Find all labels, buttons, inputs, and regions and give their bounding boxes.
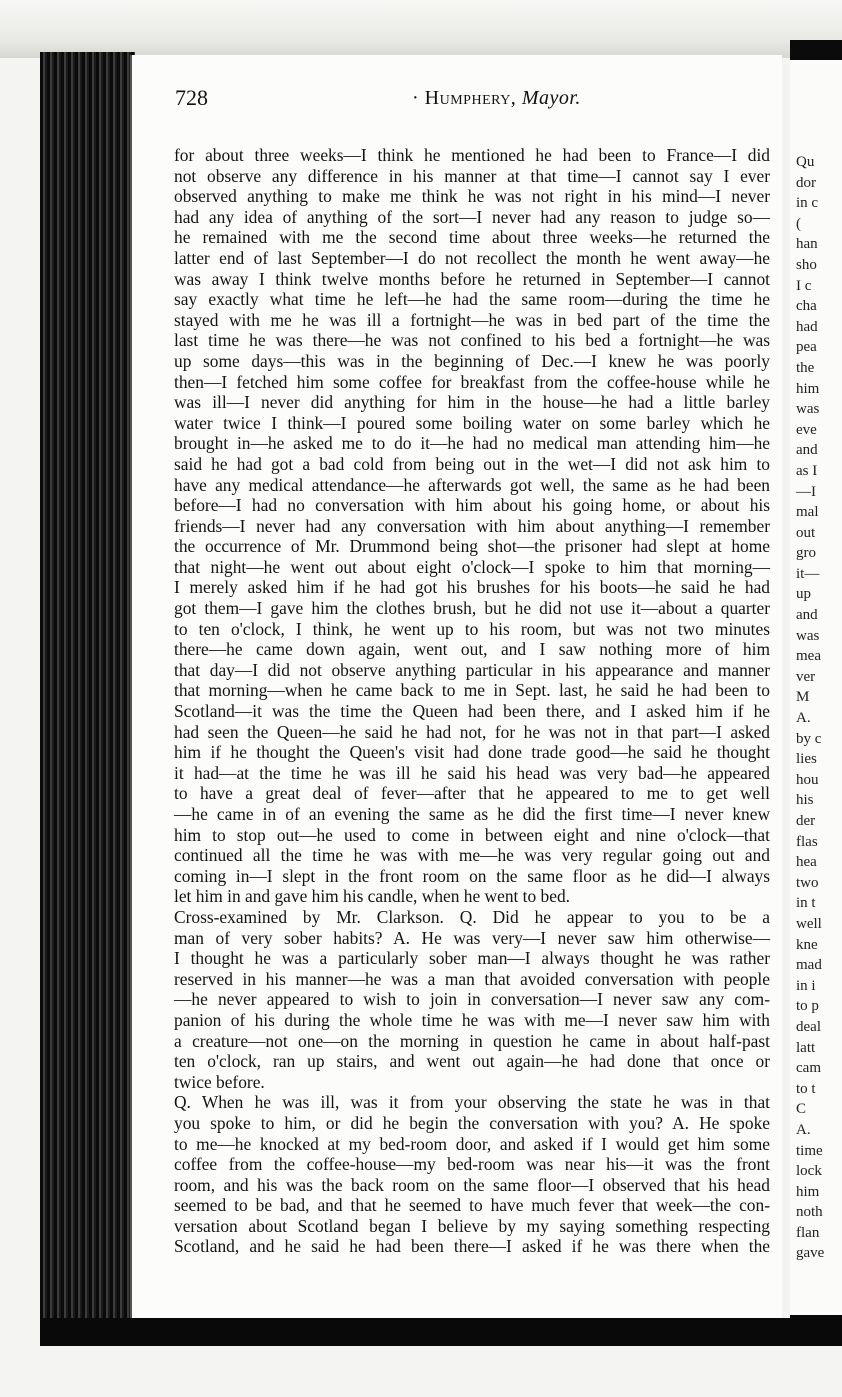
text-line: say exactly what time he left—he had the same room—during the time he xyxy=(174,289,770,310)
text-line: a creature—not one—on the morning in question he came in about half-past xyxy=(174,1030,770,1051)
facing-page-fragment: to t xyxy=(796,1080,816,1097)
facing-page-fragment: hea xyxy=(796,854,817,871)
facing-page-fragment: well xyxy=(796,915,822,932)
facing-page-fragment: in c xyxy=(796,195,819,212)
facing-page-fragment: cam xyxy=(796,1060,821,1077)
facing-page-fragment: dor xyxy=(796,174,816,191)
text-line: Q. When he was ill, was it from your observing the state he was in that xyxy=(174,1092,770,1113)
facing-page-fragment: C xyxy=(796,1101,807,1118)
facing-page-fragment: his xyxy=(796,792,814,809)
running-head xyxy=(412,87,581,110)
facing-page-fragment: pea xyxy=(796,339,817,356)
facing-page-fragment: it— xyxy=(796,565,820,582)
body-text xyxy=(174,145,770,1257)
text-line: Scotland—it was the time the Queen had been there, and I asked him if he xyxy=(174,701,770,722)
text-line: there—he came down again, went out, and I saw nothing more of him xyxy=(174,639,770,660)
facing-page-fragment: lock xyxy=(796,1163,822,1180)
facing-page-fragment: had xyxy=(796,318,818,335)
facing-page-fragment: gro xyxy=(796,545,816,562)
facing-page-fragment: and xyxy=(796,442,818,459)
text-line: —he came in of an evening the same as he did the first time—I never knew xyxy=(174,804,770,824)
bottom-shadow xyxy=(40,1318,842,1346)
facing-page-fragment: eve xyxy=(796,421,817,438)
text-line: that day—I did not observe anything particular in his appearance and manner xyxy=(174,659,770,680)
facing-page-fragment: I c xyxy=(796,277,812,294)
text-line: I merely asked him if he had got his brushes for his boots—he said he had xyxy=(174,577,770,598)
facing-page-fragment: —I xyxy=(796,483,816,500)
facing-page-fragment: him xyxy=(796,1183,820,1200)
facing-page-fragment: kne xyxy=(796,936,818,953)
text-line: latter end of last September—I do not recollect the month he went away—he xyxy=(174,247,770,268)
text-line: Cross-examined by Mr. Clarkson. Q. Did he appear to you to be a xyxy=(174,906,770,927)
text-line: last time he was there—he was not confined to his bed a fortnight—he was xyxy=(174,330,770,351)
facing-page-fragment: and xyxy=(796,607,818,624)
facing-page-fragment: two xyxy=(796,874,819,891)
facing-page-fragment: deal xyxy=(796,1018,821,1035)
text-line: coming in—I slept in the front room on the same floor as he did—I always xyxy=(174,865,770,886)
facing-page-fragment: out xyxy=(796,524,816,541)
text-line: reserved in his manner—he was a man that avoided conversation with people xyxy=(174,968,770,989)
facing-page-fragment: A. xyxy=(796,1121,811,1138)
running-head-bullet: · xyxy=(412,87,420,109)
text-line: that night—he went out about eight o'clock—I spoke to him that morning— xyxy=(174,556,770,577)
facing-page-fragment: mal xyxy=(796,504,819,521)
text-line: panion of his during the whole time he was with me—I never saw him with xyxy=(174,1009,770,1030)
facing-page-fragment: was xyxy=(796,401,820,418)
facing-page-fragment: to p xyxy=(796,998,819,1015)
facing-page-fragment: ver xyxy=(796,668,816,685)
facing-page-edge xyxy=(790,60,842,1315)
running-head-name: Humphery, xyxy=(424,87,517,109)
page-header xyxy=(172,85,772,119)
facing-page-fragment: der xyxy=(796,813,816,829)
text-line: for about three weeks—I think he mentioned he had been to France—I did xyxy=(174,145,770,165)
text-line: that morning—when he came back to me in Sept. last, he said he had been to xyxy=(174,680,770,701)
text-line: him if he thought the Queen's visit had done trade good—he said he thought xyxy=(174,742,770,763)
text-line: coffee from the coffee-house—my bed-room was near his—it was the front xyxy=(174,1154,770,1175)
text-line: to have a great deal of fever—after that he appeared to me to get well xyxy=(174,783,770,804)
facing-page-fragment: him xyxy=(796,380,820,397)
facing-page-fragment: noth xyxy=(796,1204,823,1221)
text-line: water twice I think—I poured some boiling water on some barley which he xyxy=(174,412,770,433)
facing-page-fragment: in i xyxy=(796,977,816,994)
facing-page-fragment: cha xyxy=(796,298,817,315)
text-line: it had—at the time he was ill he said his head was very bad—he appeared xyxy=(174,762,770,783)
text-line: got them—I gave him the clothes brush, but he did not use it—about a quarter xyxy=(174,598,770,619)
facing-page-fragment: hou xyxy=(796,771,819,788)
text-line: let him in and gave him his candle, when he went to bed. xyxy=(174,886,571,907)
text-line: observed anything to make me think he was not right in his mind—I never xyxy=(174,186,770,207)
facing-page-fragment: in t xyxy=(796,895,816,912)
text-line: friends—I never had any conversation with him about anything—I remember xyxy=(174,515,770,536)
text-line: twice before. xyxy=(174,1071,265,1092)
text-line: up some days—this was in the beginning of Dec.—I knew he was poorly xyxy=(174,350,770,371)
facing-page-fragment: gave xyxy=(796,1245,825,1262)
text-line: continued all the time he was with me—he was very regular going out and xyxy=(174,845,770,866)
facing-page-fragment: up xyxy=(796,586,811,603)
text-line: stayed with me he was ill a fortnight—he was in bed part of the time the xyxy=(174,309,770,330)
page-number: 728 xyxy=(175,85,208,110)
text-line: room, and his was the back room on the same floor—I observed that his head xyxy=(174,1174,770,1195)
running-head-title: Mayor. xyxy=(521,87,581,109)
facing-page-fragment: han xyxy=(796,236,818,253)
text-line: ten o'clock, ran up stairs, and went out again—he had done that once or xyxy=(174,1051,770,1072)
text-line: said he had got a bad cold from being out in the wet—I did not ask him to xyxy=(174,453,770,474)
text-line: to me—he knocked at my bed-room door, and asked if I would get him some xyxy=(174,1133,770,1154)
facing-page-fragment: by c xyxy=(796,730,822,747)
text-line: he remained with me the second time about three weeks—he returned the xyxy=(174,227,770,248)
facing-page-fragment: flas xyxy=(796,833,818,850)
facing-page-fragment: sho xyxy=(796,256,817,273)
text-line: was ill—I never did anything for him in the house—he had a little barley xyxy=(174,392,770,413)
text-line: you spoke to him, or did he begin the conversation with you? A. He spoke xyxy=(174,1112,770,1133)
facing-page-fragment: latt xyxy=(796,1039,816,1056)
scan-background-top xyxy=(0,0,842,58)
text-line: him to stop out—he used to come in between eight and nine o'clock—that xyxy=(174,824,770,845)
facing-page-fragment: M xyxy=(796,689,810,706)
text-line: the occurrence of Mr. Drummond being shot—the prisoner had slept at home xyxy=(174,536,770,557)
facing-page-fragment: flan xyxy=(796,1224,820,1241)
facing-page-fragment: as I xyxy=(796,462,818,479)
facing-page-fragment: time xyxy=(796,1142,823,1159)
text-line: Scotland, and he said he had been there—I asked if he was there when the xyxy=(174,1236,770,1257)
text-line: —he never appeared to wish to join in conversation—I never saw any com- xyxy=(174,989,770,1010)
book-page-edges xyxy=(40,52,135,1342)
text-line: brought in—he asked me to do it—he had no medical man attending him—he xyxy=(174,433,770,454)
text-line: not observe any difference in his manner at that time—I cannot say I ever xyxy=(174,165,770,186)
text-line: before—I had no conversation with him about his going home, or about his xyxy=(174,495,770,516)
text-line: man of very sober habits? A. He was very—I never saw him otherwise— xyxy=(174,927,770,948)
facing-page-fragment: A. xyxy=(796,710,811,727)
facing-page-fragment: Qu xyxy=(796,154,815,170)
text-line: seemed to be bad, and that he seemed to have much fever that week—the con- xyxy=(174,1195,770,1216)
text-line: have any medical attendance—he afterwards got well, the same as he had been xyxy=(174,474,770,495)
book-page xyxy=(130,55,782,1318)
text-line: had any idea of anything of the sort—I never had any reason to judge so— xyxy=(174,206,770,227)
facing-page-fragment: was xyxy=(796,627,820,644)
facing-page-fragment: lies xyxy=(796,751,817,768)
text-line: to ten o'clock, I think, he went up to his room, but was not two minutes xyxy=(174,618,770,639)
text-line: versation about Scotland began I believe by my saying something respecting xyxy=(174,1215,770,1236)
text-line: had seen the Queen—he said he had not, for he was not in that part—I asked xyxy=(174,721,770,742)
text-line: was away I think twelve months before he returned in September—I cannot xyxy=(174,268,770,289)
text-line: I thought he was a particularly sober man—I always thought he was rather xyxy=(174,948,770,969)
facing-page-fragment: mad xyxy=(796,957,822,974)
text-line: then—I fetched him some coffee for breakfast from the coffee-house while he xyxy=(174,371,770,392)
facing-page-fragment: mea xyxy=(796,648,821,665)
facing-page-fragment: ( xyxy=(796,215,801,232)
facing-page-fragment: the xyxy=(796,359,815,376)
